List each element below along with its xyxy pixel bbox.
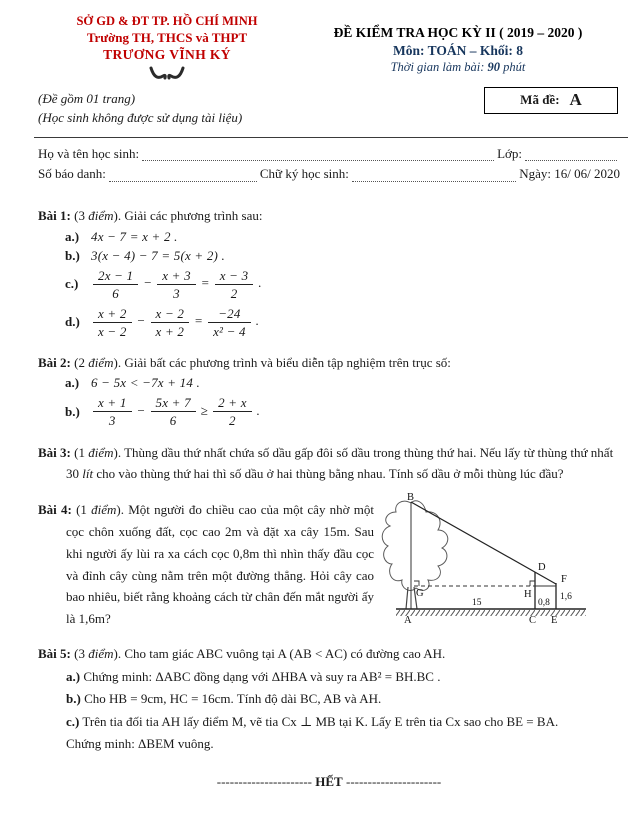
equation-1a: 4x − 7 = x + 2 .: [91, 228, 178, 244]
school-logo-icon: [148, 65, 186, 85]
figure-label-F: F: [561, 574, 567, 586]
exam-title: ĐỀ KIỂM TRA HỌC KỲ II ( 2019 – 2020 ): [333, 25, 583, 40]
fraction: [213, 394, 252, 429]
bai5-a-text: Chứng minh: ΔABC đồng dạng với ΔHBA và suy ra AB² = BH.BC .: [83, 668, 441, 684]
bai5-heading: [38, 645, 620, 664]
denominator: 2: [230, 285, 238, 301]
fraction: [93, 394, 132, 429]
dotted-line: [525, 160, 617, 161]
exam-code-label: Mã đề:: [520, 92, 560, 107]
bai3-body-1: Thùng dầu thứ nhất chứa số dầu gấp đôi số dầu trong thùng thứ hai. Nếu lấy từ thùng thứ nhất 30: [66, 445, 614, 482]
header-right: [296, 14, 620, 128]
bai4-figure-area: [374, 491, 620, 635]
numerator: x + 3: [157, 267, 196, 285]
fraction: [215, 267, 254, 302]
ground-hatching: [396, 609, 586, 616]
operator: −: [136, 402, 146, 418]
bai1-points-italic: điểm: [88, 207, 114, 223]
bai4-points-italic: điểm: [91, 502, 117, 518]
numerator: −24: [208, 305, 251, 323]
fraction: [93, 305, 132, 340]
bai5-c-text: Trên tia đối tia AH lấy điểm M, vẽ tia Cx ⊥ MB tại K. Lấy E trên tia Cx sao cho BE = BA.: [82, 713, 559, 729]
class-label: Lớp:: [497, 145, 522, 161]
numerator: x + 2: [93, 305, 132, 323]
date-label: Ngày:: [519, 166, 552, 182]
bai1-item-c: [65, 267, 620, 302]
figure-distance-0-8: 0,8: [538, 598, 550, 609]
duration-unit: phút: [500, 60, 526, 74]
equation-1b: 3(x − 4) − 7 = 5(x + 2) .: [91, 247, 225, 263]
operator: ≥: [200, 402, 209, 418]
student-name-label: Họ và tên học sinh:: [38, 145, 140, 161]
fraction: [93, 267, 138, 302]
bai2-points-pre: (2: [70, 354, 89, 370]
bai1-item-a: [65, 229, 620, 245]
item-label: b.): [66, 691, 81, 707]
bai5-item-a: [66, 667, 620, 687]
bai3-points-italic: điểm: [88, 445, 114, 461]
bai1-intro: Giải các phương trình sau:: [124, 207, 263, 223]
item-label: b.): [65, 247, 80, 263]
bai4-label: Bài 4:: [38, 502, 72, 518]
figure-label-C: C: [529, 615, 537, 627]
bai1-points-pre: (3: [70, 207, 89, 223]
figure-distance-15: 15: [472, 598, 482, 609]
exam-code-value: A: [569, 90, 582, 109]
figure-height-1-6: 1,6: [560, 592, 572, 603]
numerator: 5x + 7: [151, 394, 196, 412]
operator: −: [136, 313, 146, 329]
student-id-label: Số báo danh:: [38, 166, 106, 182]
footer-dashes-left: ----------------------: [216, 773, 313, 789]
operator: =: [200, 275, 210, 291]
dotted-line: [109, 181, 257, 182]
section-bai4: [38, 492, 620, 635]
bai4-points-pre: (1: [71, 502, 92, 518]
tree-measurement-figure: [380, 491, 620, 631]
equation-2a: 6 − 5x < −7x + 14 .: [91, 375, 200, 391]
student-name-row: [38, 144, 620, 165]
operator: −: [143, 275, 153, 291]
footer: [38, 774, 620, 790]
numerator: 2 + x: [213, 394, 252, 412]
date-value: 16/ 06/ 2020: [554, 166, 620, 182]
figure-label-B: B: [407, 492, 415, 504]
equation-2b: [91, 394, 260, 429]
item-label: c.): [66, 713, 80, 729]
item-label: a.): [65, 375, 80, 391]
bai5-label: Bài 5:: [38, 646, 71, 662]
duration-value: 90: [487, 60, 501, 74]
duration-line: [296, 60, 620, 75]
denominator: 2: [229, 413, 236, 429]
bai1-item-b: [65, 248, 620, 264]
bai5-intro: Cho tam giác ABC vuông tại A (AB < AC) có đường cao AH.: [124, 646, 446, 662]
bai3-body-italic: lít: [82, 466, 94, 482]
figure-label-G: G: [416, 588, 424, 600]
bai4-body: Một người đo chiều cao của một cây nhờ một cọc chôn xuống đất, cọc cao 2m và đặt xa cây 15m. Sau khi người ấy lùi ra xa cách cọc 0,8m thì nhìn thấy đầu cọc và đỉnh cây cùng nằm trên một đường thẳng. Hỏi cây cao bao nhiêu, biết rằng khoảng cách từ chân đến mắt người ấy là 1,6m?: [66, 502, 374, 627]
figure-label-E: E: [551, 615, 558, 627]
section-bai3: [38, 443, 620, 485]
signature-label: Chữ ký học sinh:: [259, 166, 349, 182]
bai3-points-post: ).: [113, 445, 125, 461]
numerator: x − 3: [215, 267, 254, 285]
dotted-line: [142, 160, 494, 161]
footer-dashes-right: ----------------------: [345, 773, 442, 789]
section-bai1: [38, 207, 620, 340]
bai5-points-italic: điểm: [88, 646, 114, 662]
bai1-points-post: ).: [113, 207, 125, 223]
bai2-item-b: [65, 394, 620, 429]
figure-label-H: H: [524, 589, 532, 601]
bai1-heading: [38, 207, 620, 226]
end-punctuation: .: [255, 313, 260, 329]
header-divider: [34, 137, 628, 138]
student-id-row: [38, 164, 620, 185]
denominator: 6: [169, 413, 177, 429]
bai3-body-2: cho vào thùng thứ hai thì số dầu ở hai thùng bằng nhau. Tính số dầu ở mỗi thùng lúc đầu?: [93, 466, 564, 482]
bai5-b-text: Cho HB = 9cm, HC = 16cm. Tính độ dài BC, AB và AH.: [84, 691, 382, 707]
figure-label-A: A: [404, 615, 412, 627]
right-angle-H: [530, 581, 535, 586]
bai2-item-a: [65, 375, 620, 391]
no-materials-note: (Học sinh không được sử dụng tài liệu): [38, 109, 243, 125]
bai2-label: Bài 2:: [38, 354, 71, 370]
denominator: 3: [108, 413, 116, 429]
figure-label-D: D: [538, 562, 546, 574]
item-label: a.): [66, 668, 81, 684]
bai5-item-c: [66, 712, 620, 732]
bai1-label: Bài 1:: [38, 207, 71, 223]
bai5-conclusion: Chứng minh: ΔBEM vuông.: [66, 736, 214, 752]
numerator: x + 1: [93, 394, 132, 412]
section-bai2: [38, 354, 620, 430]
right-angle-G: [414, 581, 419, 586]
bai4-points-post: ).: [116, 502, 129, 518]
end-punctuation: .: [258, 275, 262, 291]
item-label: d.): [65, 314, 80, 330]
subject-line: Môn: TOÁN – Khối: 8: [392, 43, 524, 58]
bai5-points-post: ).: [113, 646, 125, 662]
exam-code-box: [484, 87, 618, 114]
footer-end-text: HẾT: [315, 773, 343, 789]
denominator: x² − 4: [213, 323, 246, 339]
fraction: [157, 267, 196, 302]
bai3-points-pre: (1: [70, 445, 89, 461]
equation-1c: [91, 267, 262, 302]
item-label: b.): [65, 403, 80, 419]
bai4-text: [38, 499, 374, 635]
header-left: [38, 14, 296, 128]
denominator: 6: [112, 285, 119, 301]
department-name: SỞ GD & ĐT TP. HỒ CHÍ MINH: [76, 14, 258, 28]
tree-canopy: [382, 501, 448, 591]
bai5-points-pre: (3: [70, 646, 89, 662]
page-count-note: (Đề gồm 01 trang): [38, 91, 136, 106]
fraction: [208, 305, 251, 340]
bai2-points-italic: điểm: [88, 354, 114, 370]
fraction: [151, 305, 190, 340]
section-bai5: [38, 645, 620, 754]
bai2-heading: [38, 354, 620, 373]
item-label: a.): [65, 228, 80, 244]
end-punctuation: .: [256, 402, 261, 418]
operator: =: [194, 313, 204, 329]
bai1-item-d: [65, 305, 620, 340]
dotted-line: [352, 181, 516, 182]
bai2-points-post: ).: [113, 354, 125, 370]
header: [38, 14, 620, 128]
sight-line-BF: [411, 502, 556, 584]
denominator: 3: [173, 285, 180, 301]
numerator: x − 2: [151, 305, 190, 323]
bai5-item-b: [66, 689, 620, 709]
numerator: 2x − 1: [93, 267, 138, 285]
item-label: c.): [65, 276, 79, 292]
fraction: [151, 394, 196, 429]
denominator: x + 2: [155, 323, 185, 339]
bai3-label: Bài 3:: [38, 445, 71, 461]
duration-label: Thời gian làm bài:: [390, 60, 488, 74]
denominator: x − 2: [98, 323, 127, 339]
bai2-intro: Giải bất các phương trình và biểu diễn tập nghiệm trên trục số:: [124, 354, 451, 370]
school-name: TRƯƠNG VĨNH KÝ: [103, 47, 231, 62]
equation-1d: [91, 305, 259, 340]
school-type: Trường TH, THCS và THPT: [86, 30, 248, 45]
